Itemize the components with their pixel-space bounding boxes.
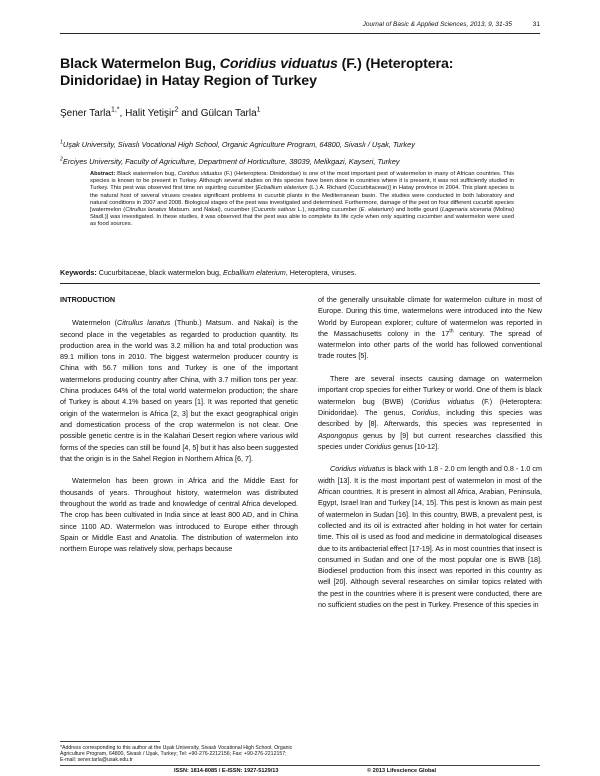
title-line-2: Dinidoridae) in Hatay Region of Turkey [60,73,317,89]
title-text-1: Black Watermelon Bug, [60,56,220,72]
footnote-rule [60,741,160,742]
abstract-text: Black watermelon bug, [115,171,178,177]
text: genus by [9] but current researches classified this species under [318,430,542,451]
section-rule [60,283,540,284]
affiliation-2-text: Erciyes University, Faculty of Agriculture, Department of Horticulture, 38039, Melikgazi, Kayseri, Turkey [62,157,400,166]
species: Aspongopus [318,430,358,440]
author-1: Şener Tarla [60,108,111,119]
text: is black with 1.8 - 2.0 cm length and 0.8 - 1.0 cm width [13]. It is the most important pest of watermelon in most of the African countries. It is present in almost all Africa, Arabian, Peninsula, Egypt, Israel Iran and Turkey [14, 15]. This pest is known as main pest of watermelon in Sudan [16]. In this country, BWB, a prevalent pest, is collected and its oil is extracted after holding in hot water for certain time. This oil is used as food and medicine in dermatological diseases due to its antibacterial effect [17-19]. As in most countries that insect is consumed in Sudan and one of the most popular one is BWB [18]. Biodiesel production from this insect was reported in this country as well [20]. Although several researches on similar topics related with the pest in the countries where it is present were conducted, there are no sufficient studies on the pest in Turkey. Presence of this species in [318,464,542,610]
author-3: and Gülcan Tarla [178,108,257,119]
footer-issn: ISSN: 1814-8085 / E-ISSN: 1927-5129/13 [174,768,279,774]
header-rule [60,33,540,34]
keywords-text: Cucurbitaceae, black watermelon bug, [96,268,223,277]
paragraph [60,317,298,464]
footer-rule [60,765,540,766]
keywords-species: Ecballium elaterium [223,268,286,277]
abstract-species: Coridius viduatus [177,171,223,177]
keywords [60,268,550,277]
text: (F.) (Heteroptera: Dinidoridae). The genus, [318,396,543,417]
author-2-sup: 2 [174,106,179,114]
abstract [90,171,514,229]
species: Coridius [364,441,392,451]
footnote-text: *Address corresponding to this author at the Uşak University, Sivaslı Vocational High School, Organic Agriculture Program, 64800, Sivaslı / Uşak, Turkey; Tel: +90-276-2212156; Fax: +90-276-2212157; [60,745,293,758]
abstract-text: (Molina) Stadl.)] was investigated. In these studies, it was observed that the pest was able to complete its life cycle when only squirting cucumber and watermelon were used as food sources. [90,207,514,228]
abstract-species: E. elaterium [360,207,392,214]
page-number: 31 [532,21,540,28]
text: (Thunb.) Matsum. and Nakai) is the second place in the vegetables as regarded to production quantity. Its production area in the world was 3.2 million ha and total production was 89.1 million tons in 2010. The biggest watermelon producer country is China with 56.7 million tons and Turkey is one of the important watermelons producing country after China, with 3.7 million tons per year. China produces 64% of the total world watermelon production; the share of Turkey is about 4.1% based on years [1]. It was reported that genetic origin of the watermelon is Africa [2, 3] but the exact geographical origin and domestication process of the crop watermelon is not clear. One possible genetic centre is in the Kalahari Desert region where various wild forms of the species can still be found [4, 5] but it has also been suggested that the origin is in the Sahel Region in Northern Africa [6, 7]. [60,318,299,463]
affiliation-1 [60,140,550,149]
species: Coridius viduatus [413,396,475,406]
abstract-text: (L.) A. Richard (Cucurbitaceae)] in Hatay province in 2004. This plant species is the natural host of several viruses creates significant problems in cucurbit plants in the Mediterranean basin. The studies were conducted in both laboratory and natural conditions in 2007 and 2008. Biological stages of the pest was investigated and determined. Furthermore, damage of the pest on four different cucurbit species [watermelon ( [90,185,514,214]
author-1-sup: 1,* [110,106,120,114]
journal-citation: Journal of Basic & Applied Sciences, 2013, 9, 31-35 [362,21,512,28]
title-text-2: (F.) (Heteroptera: [337,56,454,72]
abstract-text: (F.) (Heteroptera: Dinidoridae) is one of the most important pest of watermelon in many of African countries. This species is known to be present in Turkey. Although several studies on this species have been done in countries where it is present, it was not sufficiently studied in Turkey. This pest was observed first time on squirting cucumber [ [90,171,514,192]
superscript: th [449,328,454,335]
species: Coridius [411,407,438,417]
keywords-text: , Heteroptera, viruses. [285,268,357,277]
footer-copyright: © 2013 Lifescience Global [367,768,437,774]
text: Watermelon ( [72,318,118,328]
affiliation-1-sup: 1 [60,139,63,146]
section-heading-introduction: INTRODUCTION [60,295,116,304]
abstract-text: L.), squirting cucumber ( [295,207,361,214]
abstract-label: Abstract: [90,171,116,177]
species: Citrullus lanatus [117,318,171,328]
author-2: , Halit Yetişir [119,108,175,119]
affiliation-2-sup: 2 [60,156,63,163]
paragraph: Watermelon has been grown in Africa and the Middle East for thousands of years. Throughout history, watermelon was distributed throughout the world as trade and knowledge of central Africa developed. The crop has been cultivated in India since at least 800 AD, and in China since 1100 AD. Watermelon was introduced to Europe either through Spain or Middle East and Anatolia. The distribution of watermelon into northern Europe was relatively slow, perhaps because [60,476,298,554]
abstract-text: Matsum. and Nakai), cucumber ( [166,207,254,214]
paragraph [318,294,542,362]
text: There are several insects causing damage on watermelon important crop species for either Turkey or world. One of them is black watermelon bug (BWB) ( [318,374,542,406]
keywords-label: Keywords: [60,268,97,277]
species: Coridius viduatus [330,464,386,474]
abstract-species: Ecballium elaterium [257,185,308,192]
right-column [318,294,542,610]
text: genus [10-12]. [391,441,440,451]
text: century. The spread of watermelon into other parts of the world has followed conventional trade routes [5]. [318,328,542,361]
title-species: Coridius viduatus [219,56,338,72]
affiliation-2 [60,157,550,166]
running-head [60,21,540,33]
author-3-sup: 1 [256,106,261,114]
text: of the generally unsuitable climate for watermelon culture in most of Europe. During this time, watermelons were introduced into the New World by European explorer; culture of watermelon was reported in the Massachusetts colony in the 17 [318,295,542,338]
text: , including this species was described by [8]. Afterwards, this species was represented in [318,407,543,429]
abstract-species: Lagenaria siceraria [441,207,492,214]
abstract-species: Citrullus lanatus [125,207,167,214]
abstract-text: ) and bottle gourd ( [391,207,442,214]
affiliation-1-text: Uşak University, Sivaslı Vocational High School, Organic Agriculture Program, 64800, Sivaslı / Uşak, Turkey [62,140,415,149]
author-list [60,108,261,119]
abstract-species: Cucumis sativus [253,207,296,214]
paragraph [318,373,542,452]
paper-title [60,56,545,90]
left-column [60,294,298,555]
footnote-email: E-mail: sener.tarla@usak.edu.tr [60,757,133,764]
corresponding-author-footnote [60,745,300,764]
paragraph [318,463,542,610]
